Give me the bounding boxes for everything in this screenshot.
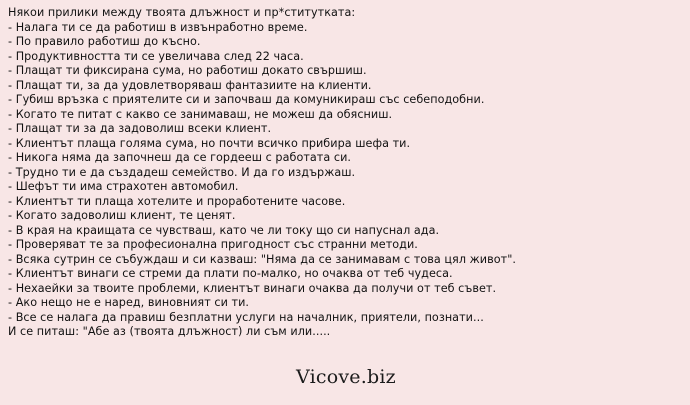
joke-line: - Налага ти се да работиш в извънработно време. bbox=[8, 20, 308, 34]
joke-line: - Нехаейки за твоите проблеми, клиентът винаги очаква да получи от теб съвет. bbox=[8, 281, 497, 295]
joke-line: - Когато задоволиш клиент, те ценят. bbox=[8, 209, 236, 222]
joke-line: - Все се налага да правиш безплатни услуги на началник, приятели, познати... bbox=[8, 310, 484, 324]
joke-line: - Трудно ти е да създадеш семейство. И да го издържаш. bbox=[8, 165, 356, 179]
joke-line: - Продуктивността ти се увеличава след 22 часа. bbox=[8, 49, 304, 63]
joke-line: - Клиентът винаги се стреми да плати по-малко, но очаква от теб чудеса. bbox=[8, 267, 453, 280]
joke-line: - Ако нещо не е наред, виновният си ти. bbox=[8, 296, 250, 309]
joke-text bbox=[8, 6, 684, 340]
joke-line: - Клиентът плаща голяма сума, но почти всичко прибира шефа ти. bbox=[8, 136, 411, 150]
joke-line: - Плащат ти фиксирана сума, но работиш докато свършиш. bbox=[8, 64, 367, 77]
joke-line: - Клиентът ти плаща хотелите и проработените часове. bbox=[8, 194, 346, 208]
joke-closing-line: И се питаш: "Абе аз (твоята длъжност) ли съм или..... bbox=[8, 325, 331, 338]
joke-line: - Плащат ти за да задоволиш всеки клиент. bbox=[8, 122, 272, 135]
joke-line: - По правило работиш до късно. bbox=[8, 35, 201, 48]
joke-line: - Шефът ти има страхотен автомобил. bbox=[8, 180, 239, 193]
joke-line: - Проверяват те за професионална пригодност със странни методи. bbox=[8, 238, 418, 251]
joke-line: - Плащат ти, за да удовлетворяваш фантазиите на клиенти. bbox=[8, 78, 372, 92]
joke-title: Някои прилики между твоята длъжност и пр*ститутката: bbox=[8, 6, 356, 19]
joke-line: - Всяка сутрин се събуждаш и си казваш: "Няма да се занимавам с това цял живот". bbox=[8, 252, 516, 266]
joke-line: - В края на краищата се чувстваш, като че ли току що си напуснал ада. bbox=[8, 223, 440, 237]
watermark-text: Vicove.biz bbox=[296, 366, 396, 388]
joke-line: - Губиш връзка с приятелите си и започваш да комуникираш със себеподобни. bbox=[8, 93, 485, 106]
joke-line: - Когато те питат с какво се занимаваш, не можеш да обясниш. bbox=[8, 107, 393, 121]
joke-line: - Никога няма да започнеш да се гордееш с работата си. bbox=[8, 151, 352, 164]
